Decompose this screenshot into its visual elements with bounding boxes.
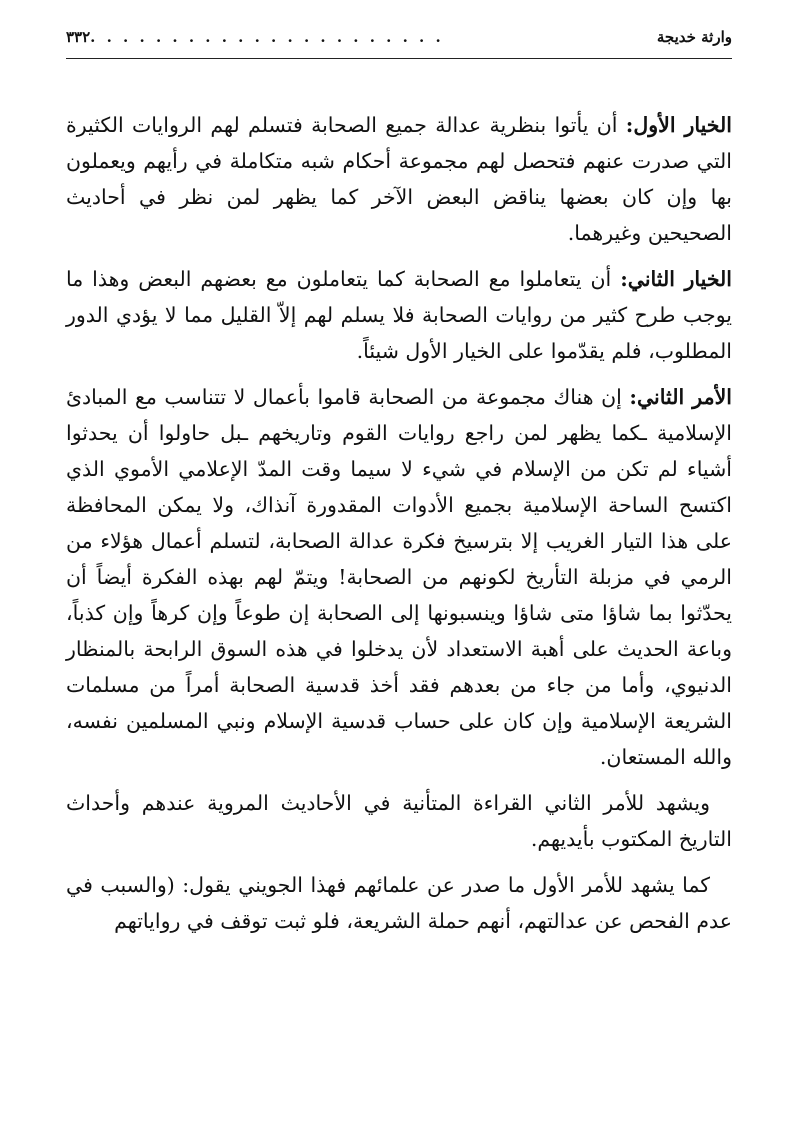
paragraph-witness-first [66,867,732,939]
paragraph-witness-second [66,785,732,857]
book-title: وارثة خديجة [656,28,732,46]
paragraph-second-matter [66,379,732,775]
paragraph-text: إن هناك مجموعة من الصحابة قاموا بأعمال لا تتناسب مع المبادئ الإسلامية ـكما يظهر لمن راجع روايات القوم وتاريخهم ـبل حاولوا أن يحدثوا أشياء لم تكن من الإسلام في شيء لا سيما وقت المدّ الإعلامي الأموي الذي اكتسح الساحة الإسلامية بجميع الأدوات المقدورة آنذاك، ولا يمكن المحافظة على هذا التيار الغريب إلا بترسيخ فكرة عدالة الصحابة، لتسلم أعمال هؤلاء من الرمي في مزبلة التأريخ لكونهم من الصحابة! ويتمّ لهم بهذه الفكرة أيضاً أن يحدّثوا بما شاؤا متى شاؤا وينسبونها إلى الصحابة إن طوعاً وإن كرهاً وإن كذباً، وباعة الحديث على أهبة الاستعداد لأن يدخلوا في هذه السوق الرابحة بالمنظار الدنيوي، وأما من جاء من بعدهم فقد أخذ قدسية الصحابة أمراً من مسلمات الشريعة الإسلامية وإن كان على حساب قدسية الإسلام ونبي المسلمين نفسه، والله المستعان. [66,385,732,769]
paragraph-lead: الخيار الثاني: [620,267,732,291]
header-page-info [66,28,444,46]
paragraph-text: أن يتعاملوا مع الصحابة كما يتعاملون مع بعضهم البعض وهذا ما يوجب طرح كثير من روايات الصحابة فلا يسلم لهم إلاّ القليل مما لا يؤدي الدور المطلوب، فلم يقدّموا على الخيار الأول شيئاً. [66,267,732,363]
header-rule [66,58,732,59]
paragraph-text: أن يأتوا بنظرية عدالة جميع الصحابة فتسلم لهم الروايات الكثيرة التي صدرت عنهم فتحصل لهم مجموعة أحكام شبه متكاملة في رأيهم ويعملون بها وإن كان بعضها يناقض البعض الآخر كما يظهر لمن نظر في أحاديث الصحيحين وغيرهما. [66,113,732,245]
paragraph-second-option [66,261,732,369]
paragraph-text: كما يشهد للأمر الأول ما صدر عن علمائهم فهذا الجويني يقول: (والسبب في عدم الفحص عن عدالتهم، أنهم حملة الشريعة، فلو ثبت توقف في رواياتهم [66,873,732,933]
paragraph-text: ويشهد للأمر الثاني القراءة المتأنية في الأحاديث المروية عندهم وأحداث التاريخ المكتوب بأيديهم. [66,791,732,851]
page-number: ٣٣٢ [66,28,91,46]
running-header [66,28,732,54]
dot-leader: . . . . . . . . . . . . . . . . . . . . . . [90,28,444,46]
body-text [66,107,732,939]
paragraph-lead: الخيار الأول: [625,113,732,137]
paragraph-lead: الأمر الثاني: [629,385,732,409]
paragraph-first-option [66,107,732,251]
